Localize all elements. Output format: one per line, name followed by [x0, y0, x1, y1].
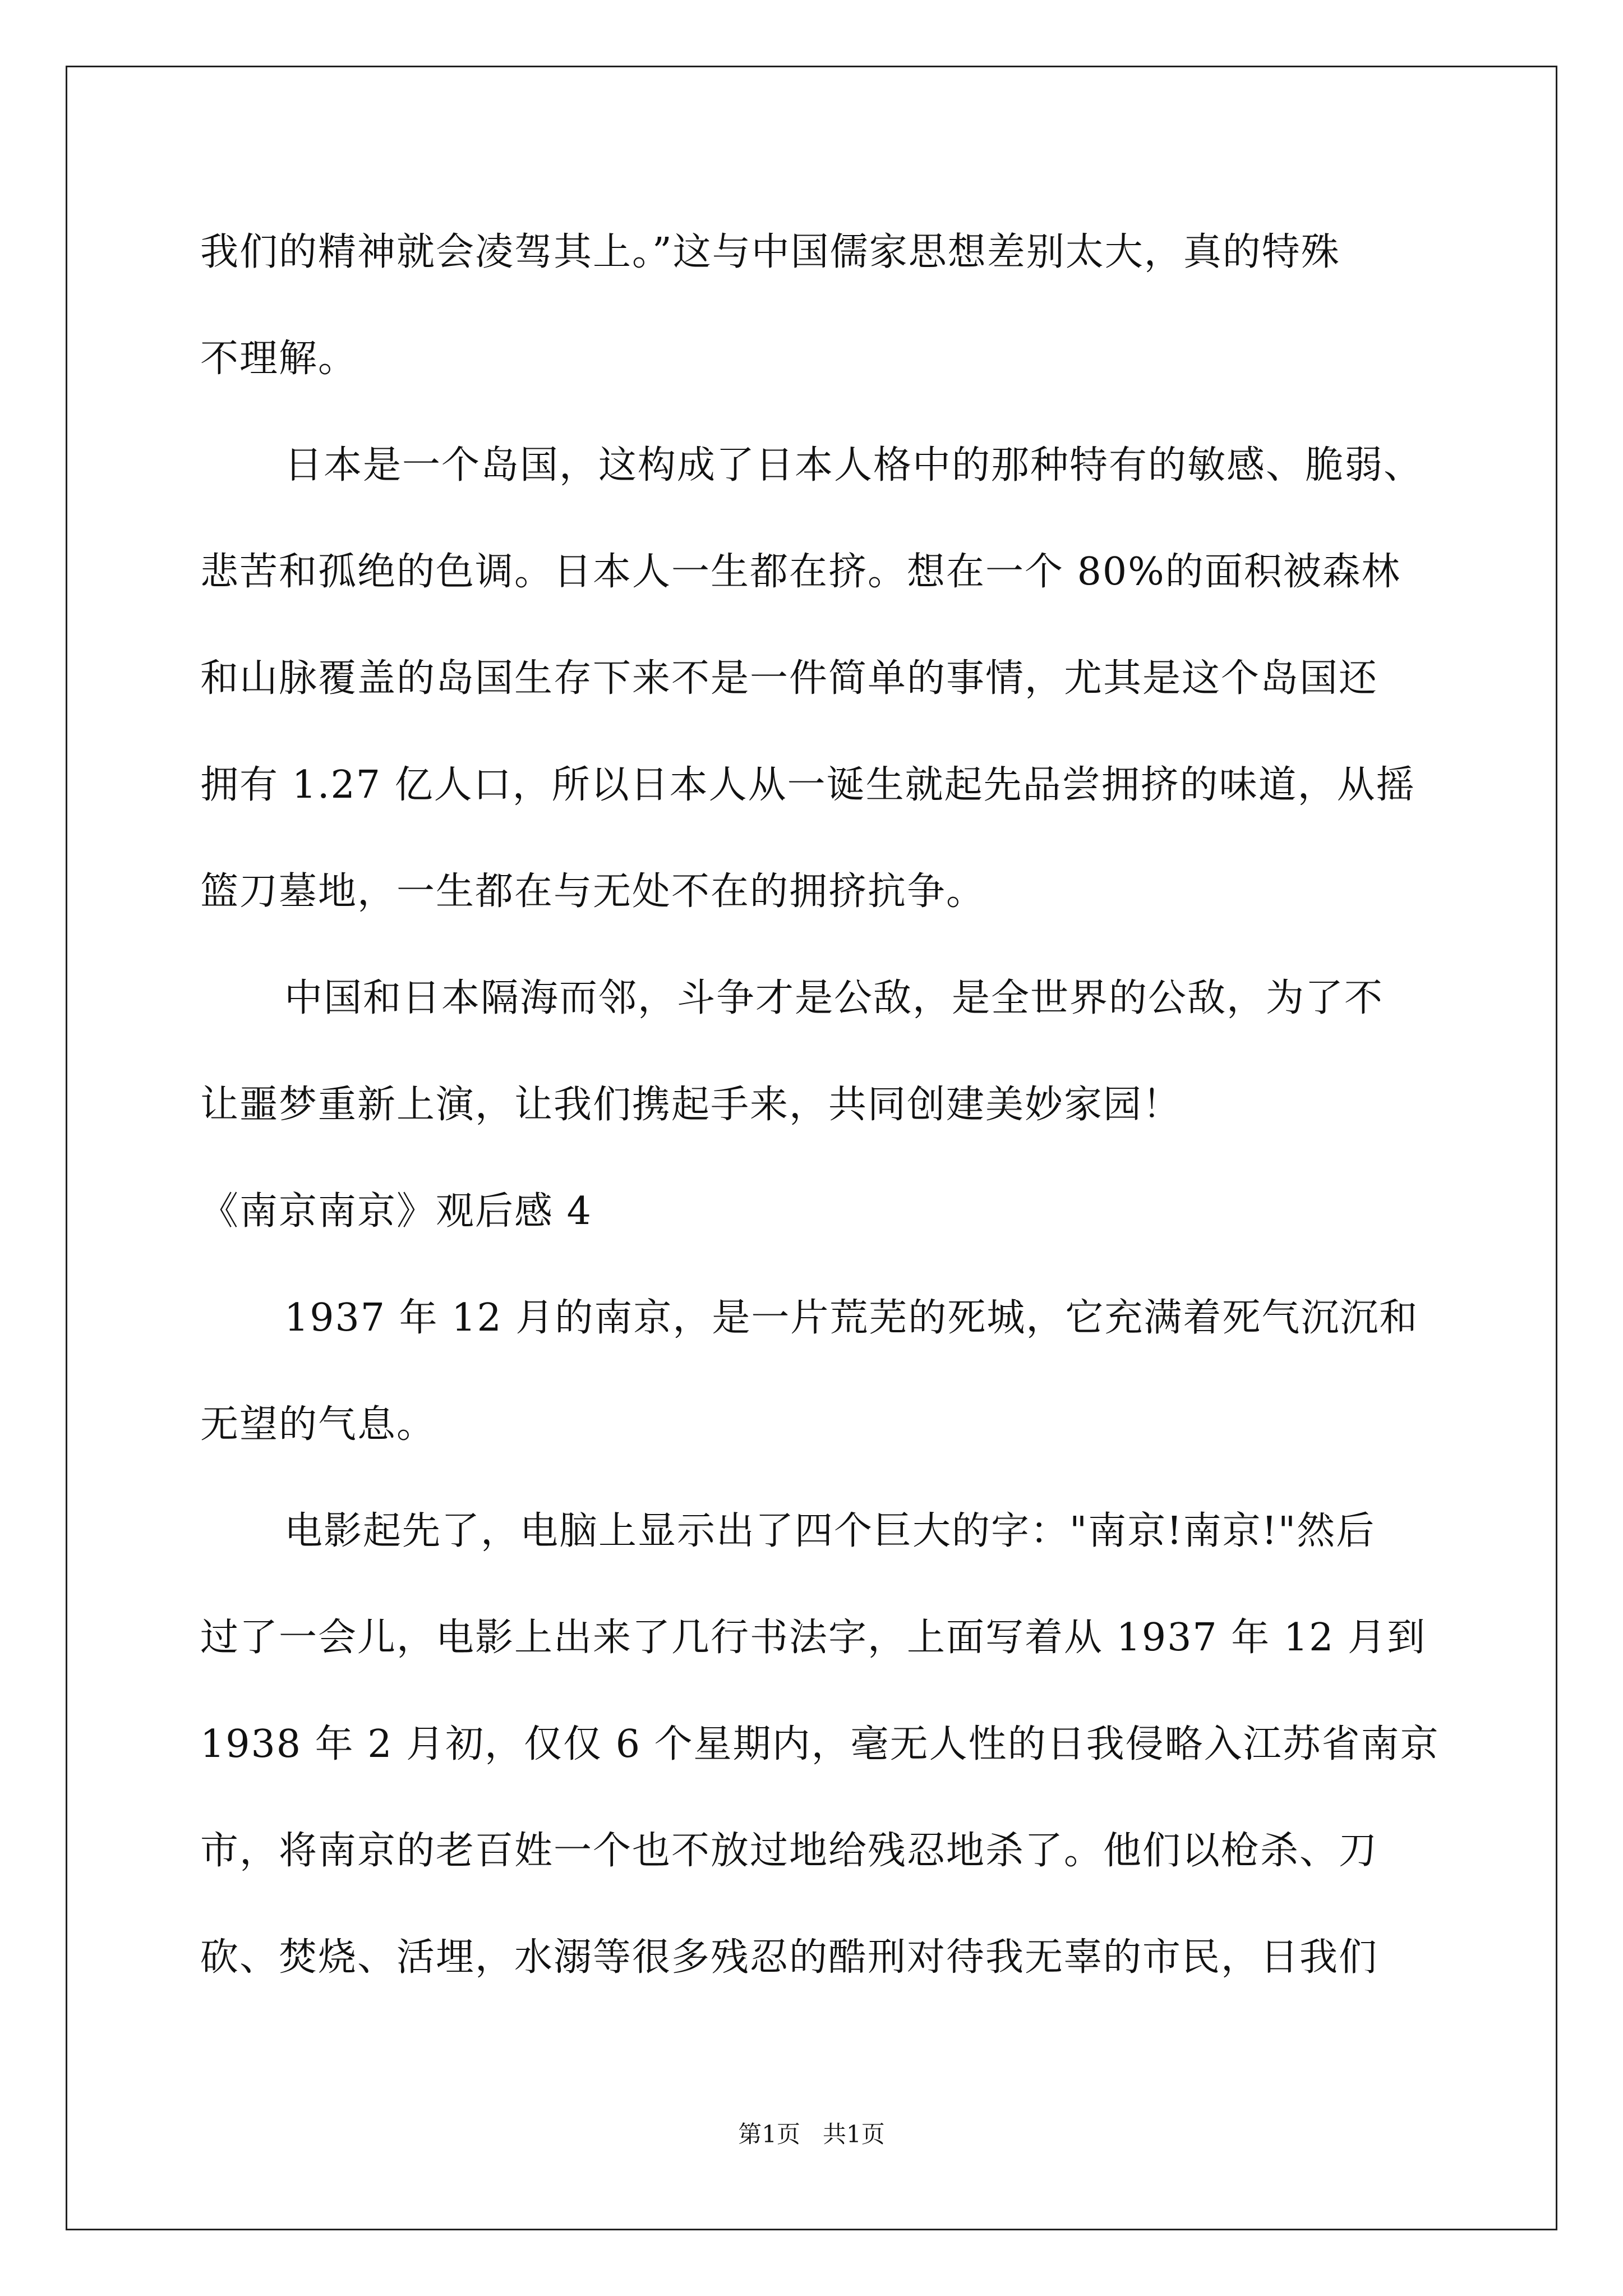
paragraph-5-line-5: 砍、焚烧、活埋，水溺等很多残忍的酷刑对待我无辜的市民，日我们 — [200, 1935, 1378, 1980]
paragraph-3-line-1: 中国和日本隔海而邻，斗争才是公敌，是全世界的公敌，为了不 — [284, 976, 1384, 1020]
paragraph-2-line-4: 拥有 1.27 亿人口，所以日本人从一诞生就起先品尝拥挤的味道，从摇 — [200, 763, 1415, 807]
paragraph-4-line-2: 无望的气息。 — [200, 1402, 436, 1447]
paragraph-5-line-1: 电影起先了，电脑上显示出了四个巨大的字："南京!南京!"然后 — [284, 1509, 1376, 1553]
paragraph-5-line-2: 过了一会儿，电影上出来了几行书法字，上面写着从 1937 年 12 月到 — [200, 1616, 1427, 1660]
section-heading: 《南京南京》观后感 4 — [200, 1189, 592, 1234]
page-border — [66, 66, 1557, 2230]
page-footer: 第1页 共1页 — [738, 2120, 885, 2148]
paragraph-3-line-2: 让噩梦重新上演，让我们携起手来，共同创建美妙家园！ — [200, 1083, 1182, 1127]
paragraph-5-line-3: 1938 年 2 月初，仅仅 6 个星期内，毫无人性的日我侵略入江苏省南京 — [200, 1722, 1440, 1766]
paragraph-2-line-5: 篮刀墓地，一生都在与无处不在的拥挤抗争。 — [200, 869, 986, 914]
paragraph-1-line-1: 我们的精神就会凌驾其上。”这与中国儒家思想差别太大，真的特殊 — [200, 230, 1340, 274]
paragraph-1-line-2: 不理解。 — [200, 337, 358, 381]
paragraph-2-line-2: 悲苦和孤绝的色调。日本人一生都在挤。想在一个 80%的面积被森林 — [200, 550, 1401, 594]
paragraph-2-line-1: 日本是一个岛国，这构成了日本人格中的那种特有的敏感、脆弱、 — [284, 443, 1423, 487]
paragraph-5-line-4: 市，将南京的老百姓一个也不放过地给残忍地杀了。他们以枪杀、刀 — [200, 1829, 1378, 1873]
paragraph-4-line-1: 1937 年 12 月的南京，是一片荒芜的死城，它充满着死气沉沉和 — [284, 1296, 1419, 1340]
paragraph-2-line-3: 和山脉覆盖的岛国生存下来不是一件简单的事情，尤其是这个岛国还 — [200, 656, 1378, 701]
